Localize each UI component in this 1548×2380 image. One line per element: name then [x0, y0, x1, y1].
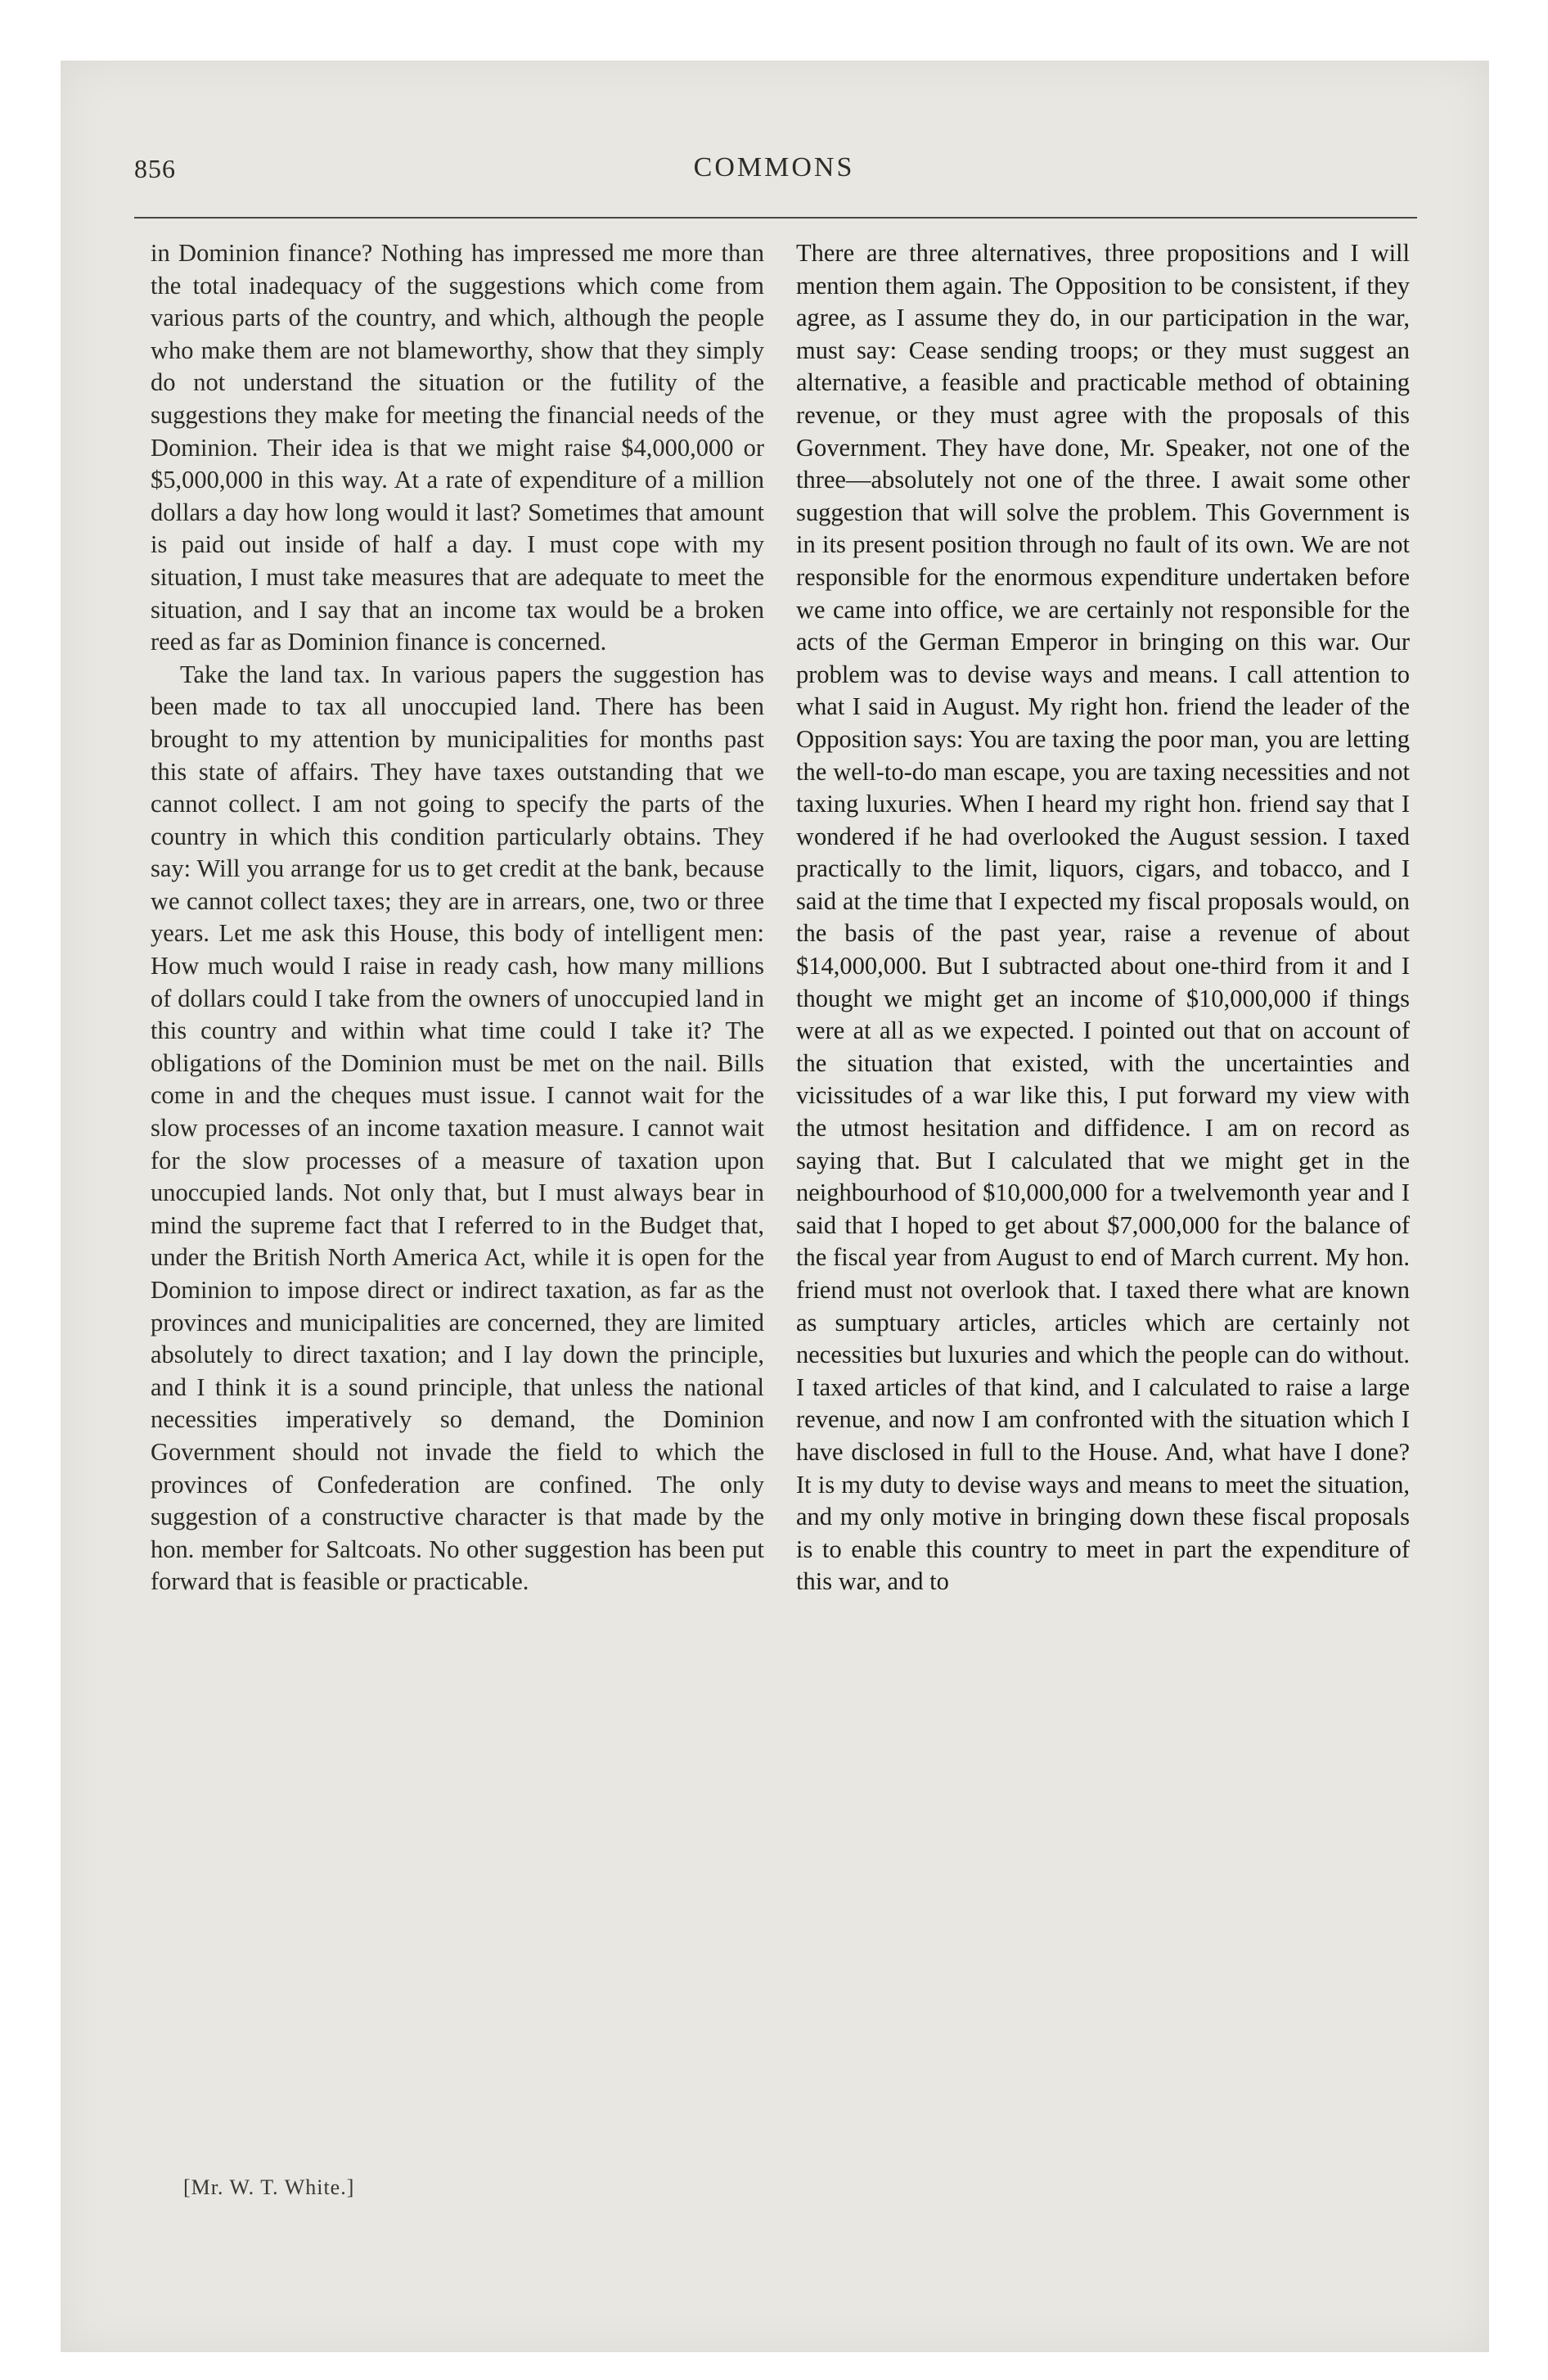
left-paragraph-2: Take the land tax. In various papers the suggestion has been made to tax all unoccupied land. There has been brought to my attention by municipalities for months past this state of affairs. They have taxes outstanding that we cannot collect. I am not going to specify the parts of the country in which this condition particularly obtains. They say: Will you arrange for us to get credit at the bank, because we cannot collect taxes; they are in arrears, one, two or three years. Let me ask this House, this body of intelligent men: How much would I raise in ready cash, how many millions of dollars could I take from the owners of unoccupied land in this country and within what time could I take it? The obligations of the Dominion must be met on the nail. Bills come in and the cheques must issue. I cannot wait for the slow processes of an income taxation measure. I cannot wait for the slow processes of a measure of taxation upon unoccupied lands. Not only that, but I must always bear in mind the supreme fact that I referred to in the Budget that, under the British North America Act, while it is open for the Dominion to impose direct or indirect taxation, as far as the provinces and municipalities are concerned, they are limited absolutely to direct taxation; and I lay down the principle, and I think it is a sound principle, that unless the national necessities imperatively so demand, the Dominion Government should not invade the field to which the provinces of Confederation are confined. The only suggestion of a constructive character is that made by the hon. member for Saltcoats. No other suggestion has been put forward that is feasible or practicable.	[151, 660, 764, 1596]
page-number: 856	[134, 154, 176, 183]
speaker-footnote: [Mr. W. T. White.]	[183, 2175, 355, 2199]
header-rule	[134, 217, 1417, 219]
right-column	[796, 237, 1410, 1598]
left-column	[151, 237, 764, 1598]
right-paragraph-1: There are three alternatives, three propositions and I will mention them again. The Opposition to be consistent, if they agree, as I assume they do, in our participation in the war, must say: Cease sending troops; or they must suggest an alternative, a feasible and practicable method of obtaining revenue, or they must agree with the proposals of this Government. They have done, Mr. Speaker, not one of the three—absolutely not one of the three. I await some other suggestion that will solve the problem. This Government is in its present position through no fault of its own. We are not responsible for the enormous expenditure undertaken before we came into office, we are certainly not responsible for the acts of the German Emperor in bringing on this war. Our problem was to devise ways and means. I call attention to what I said in August. My right hon. friend the leader of the Opposition says: You are taxing the poor man, you are letting the well-to-do man escape, you are taxing necessities and not taxing luxuries. When I heard my right hon. friend say that I wondered if he had overlooked the August session. I taxed practically to the limit, liquors, cigars, and tobacco, and I said at the time that I expected my fiscal proposals would, on the basis of the past year, raise a revenue of about $14,000,000. But I subtracted about one-third from it and I thought we might get an income of $10,000,000 if things were at all as we expected. I pointed out that on account of the situation that existed, with the uncertainties and vicissitudes of a war like this, I put forward my view with the utmost hesitation and diffidence. I am on record as saying that. But I calculated that we might get in the neighbourhood of $10,000,000 for a twelvemonth year and I said that I hoped to get about $7,000,000 for the balance of the fiscal year from August to end of March current. My hon. friend must not overlook that. I taxed there what are known as sumptuary articles, articles which are certainly not necessities but luxuries and which the people can do without. I taxed articles of that kind, and I calculated to raise a large revenue, and now I am confronted with the situation which I have disclosed in full to the House. And, what have I done? It is my duty to devise ways and means to meet the situation, and my only motive in bringing down these fiscal proposals is to enable this country to meet in part the expenditure of this war, and to	[796, 239, 1410, 1596]
left-paragraph-1: in Dominion finance? Nothing has impressed me more than the total inadequacy of the suggestions which come from various parts of the country, and which, although the people who make them are not blameworthy, show that they simply do not understand the situation or the futility of the suggestions they make for meeting the financial needs of the Dominion. Their idea is that we might raise $4,000,000 or $5,000,000 in this way. At a rate of expenditure of a million dollars a day how long would it last? Sometimes that amount is paid out inside of half a day. I must cope with my situation, I must take measures that are adequate to meet the situation, and I say that an income tax would be a broken reed as far as Dominion finance is concerned.	[151, 239, 764, 656]
running-head: COMMONS	[693, 152, 855, 183]
